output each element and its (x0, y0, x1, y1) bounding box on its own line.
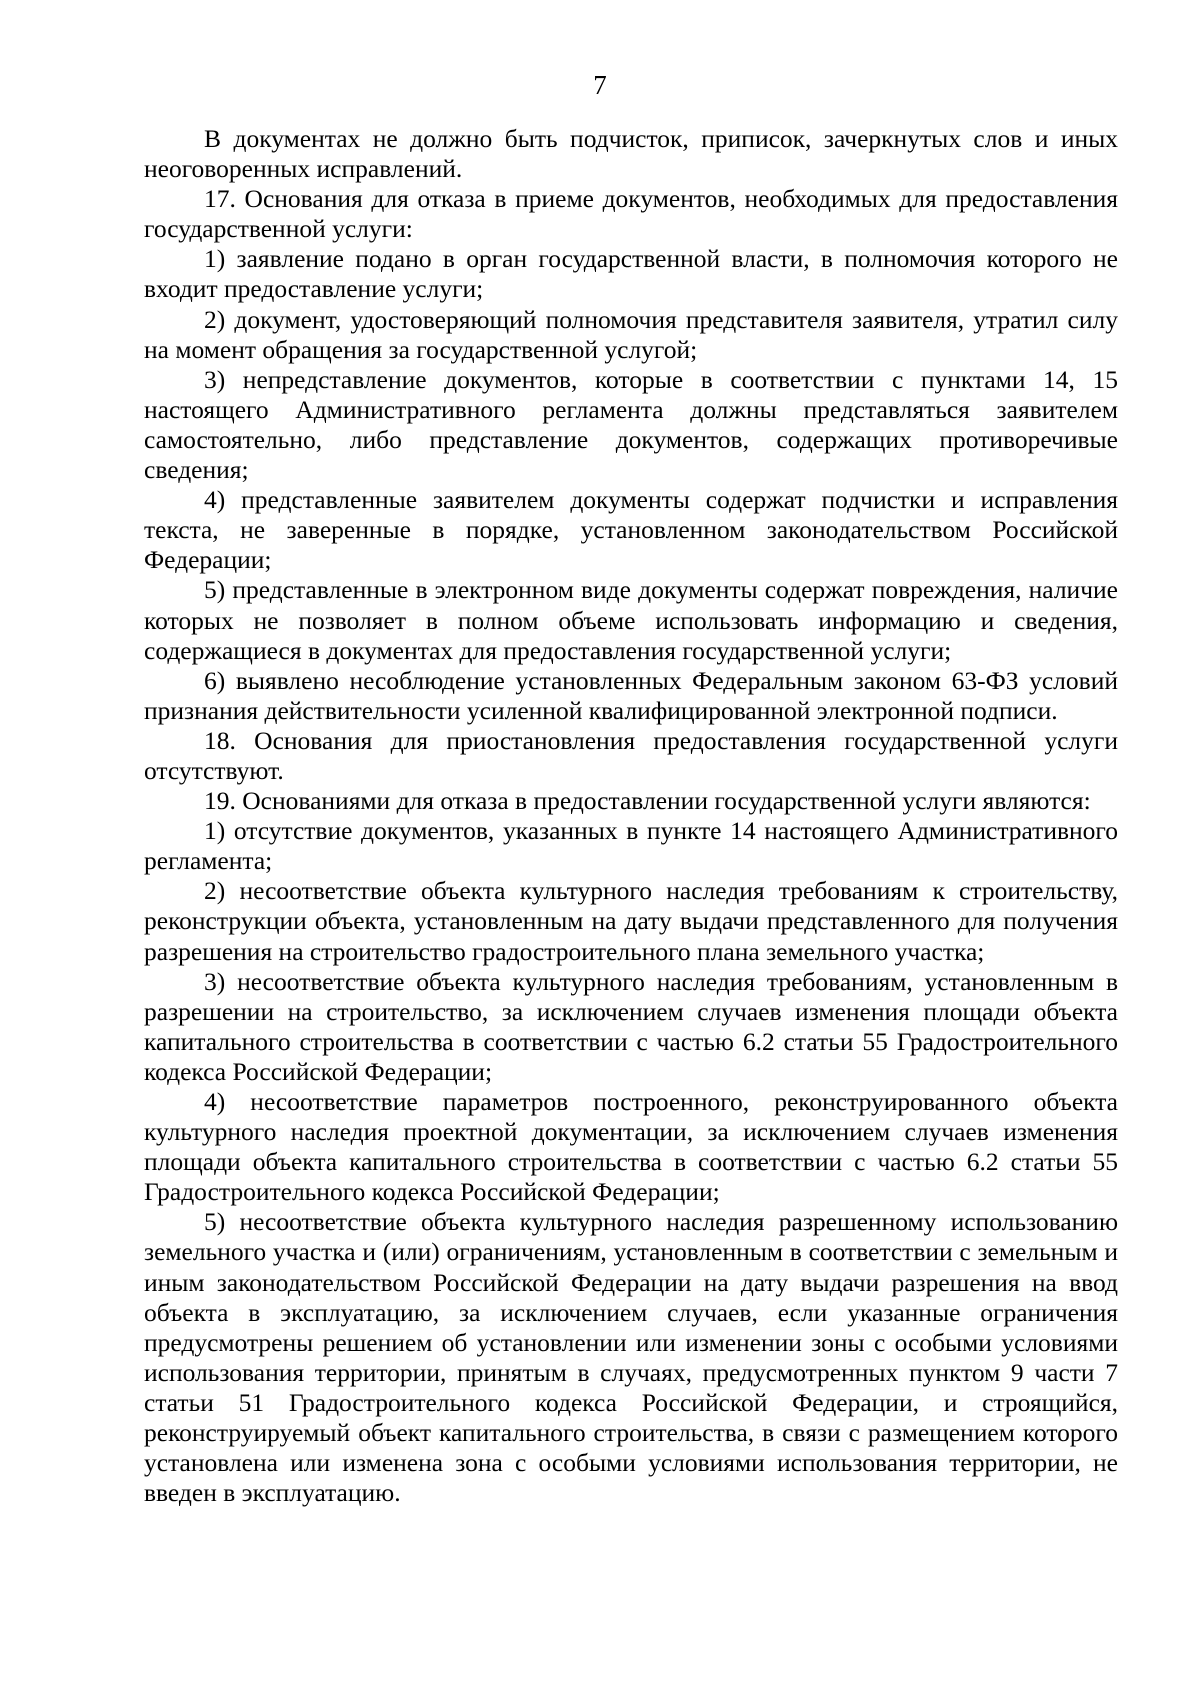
paragraph-17-item-5: 5) представленные в электронном виде документы содержат повреждения, наличие которых не позволяет в полном объеме использовать информацию и сведения, содержащиеся в документах для предоставления государственной услуги; (144, 575, 1118, 665)
page-number: 7 (593, 70, 607, 100)
paragraph-19-heading: 19. Основаниями для отказа в предоставлении государственной услуги являются: (204, 786, 1091, 816)
paragraph-19-item-5: 5) несоответствие объекта культурного наследия разрешенному использованию земельного участка и (или) ограничениям, установленным в соответствии с земельным и иным законодательством Российской Федерации на дату выдачи разрешения на ввод объекта в эксплуатацию, за исключением случаев, если указанные ограничения предусмотрены решением об установлении или изменении зоны с особыми условиями использования территории, принятым в случаях, предусмотренных пунктом 9 части 7 статьи 51 Градостроительного кодекса Российской Федерации, и строящийся, реконструируемый объект капитального строительства, в связи с размещением которого установлена или изменена зона с особыми условиями использования территории, не введен в эксплуатацию. (144, 1207, 1118, 1508)
paragraph-19-item-4: 4) несоответствие параметров построенного, реконструированного объекта культурного наследия проектной документации, за исключением случаев изменения площади объекта капитального строительства в соответствии с частью 6.2 статьи 55 Градостроительного кодекса Российской Федерации; (144, 1087, 1118, 1207)
paragraph-17-item-4: 4) представленные заявителем документы содержат подчистки и исправления текста, не заверенные в порядке, установленном законодательством Российской Федерации; (144, 485, 1118, 575)
paragraph-no-corrections: В документах не должно быть подчисток, приписок, зачеркнутых слов и иных неоговоренных исправлений. (144, 124, 1118, 184)
paragraph-19-item-2: 2) несоответствие объекта культурного наследия требованиям к строительству, реконструкции объекта, установленным на дату выдачи представленного для получения разрешения на строительство градостроительного плана земельного участка; (144, 876, 1118, 966)
paragraph-17-heading: 17. Основания для отказа в приеме документов, необходимых для предоставления государственной услуги: (144, 184, 1118, 244)
paragraph-17-item-3: 3) непредставление документов, которые в соответствии с пунктами 14, 15 настоящего Административного регламента должны представляться заявителем самостоятельно, либо представление документов, содержащих противоречивые сведения; (144, 364, 1118, 485)
paragraph-17-item-2: 2) документ, удостоверяющий полномочия представителя заявителя, утратил силу на момент обращения за государственной услугой; (144, 304, 1118, 364)
paragraph-17-item-6: 6) выявлено несоблюдение установленных Федеральным законом 63-ФЗ условий признания действительности усиленной квалифицированной электронной подписи. (144, 665, 1118, 725)
paragraph-18: 18. Основания для приостановления предоставления государственной услуги отсутствуют. (144, 725, 1118, 785)
document-body (144, 124, 1118, 1508)
paragraph-19-item-1: 1) отсутствие документов, указанных в пункте 14 настоящего Административного регламента; (144, 816, 1118, 876)
paragraph-19-item-3: 3) несоответствие объекта культурного наследия требованиям, установленным в разрешении на строительство, за исключением случаев изменения площади объекта капитального строительства в соответствии с частью 6.2 статьи 55 Градостроительного кодекса Российской Федерации; (144, 966, 1118, 1086)
paragraph-17-item-1: 1) заявление подано в орган государственной власти, в полномочия которого не входит предоставление услуги; (144, 244, 1118, 304)
